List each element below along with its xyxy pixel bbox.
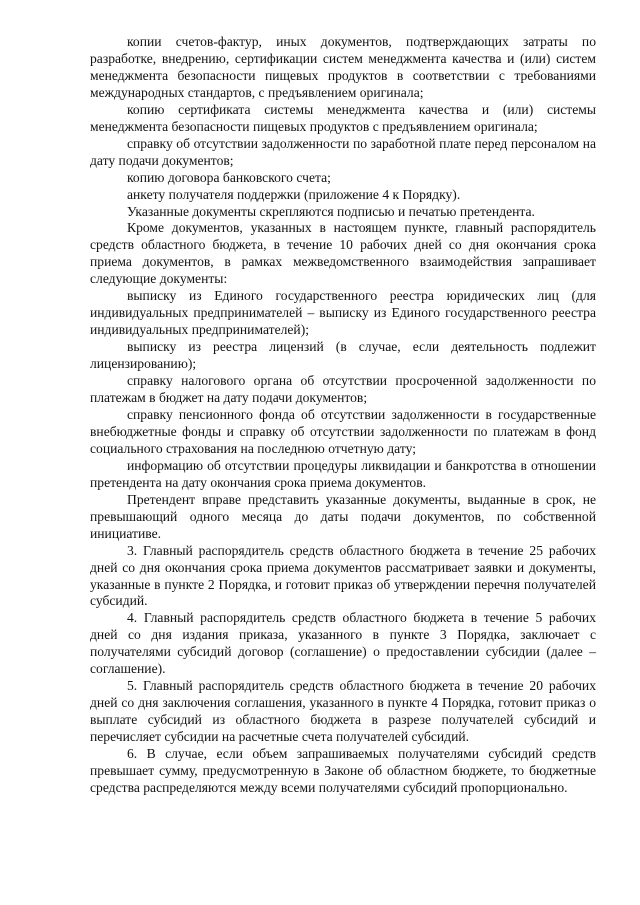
paragraph-item-3: 3. Главный распорядитель средств областного бюджета в течение 25 рабочих дней со дня окончания срока приема документов рассматривает заявки и документы, указанные в пункте 2 Порядка, и готовит приказ об утверждении перечня получателей субсидий. bbox=[90, 542, 596, 609]
paragraph-invoice-copies: копии счетов-фактур, иных документов, подтверждающих затраты по разработке, внедрению, сертификации систем менеджмента качества и (или) систем менеджмента безопасности пищевых продуктов в соответствии с требованиями международных стандартов, с предъявлением оригинала; bbox=[90, 34, 596, 100]
paragraph-liquidation-info: информацию об отсутствии процедуры ликвидации и банкротства в отношении претендента на дату окончания срока приема документов. bbox=[90, 457, 596, 490]
paragraph-item-5: 5. Главный распорядитель средств областного бюджета в течение 20 рабочих дней со дня заключения соглашения, указанного в пункте 4 Порядка, готовит приказ о выплате субсидий из областного бюджета в разрезе получателей субсидий и перечисляет субсидии на расчетные счета получателей субсидий. bbox=[90, 678, 596, 745]
document-body bbox=[90, 34, 596, 797]
paragraph-item-6: 6. В случае, если объем запрашиваемых получателями субсидий средств превышает сумму, предусмотренную в Законе об областном бюджете, то бюджетные средства распределяются между всеми получателями субсидий пропорционально. bbox=[90, 746, 596, 795]
paragraph-pension-fund-certificate: справку пенсионного фонда об отсутствии задолженности в государственные внебюджетные фонды и справку об отсутствии задолженности по платежам в фонд социального страхования на последнюю отчетную дату; bbox=[90, 406, 596, 456]
paragraph-interagency-request: Кроме документов, указанных в настоящем пункте, главный распорядитель средств областного бюджета, в течение 10 рабочих дней со дня окончания срока приема документов, в рамках межведомственного взаимодействия запрашивает следующие документы: bbox=[90, 220, 596, 287]
paragraph-support-questionnaire: анкету получателя поддержки (приложение 4 к Порядку). bbox=[127, 186, 461, 202]
paragraph-tax-certificate: справку налогового органа об отсутствии просроченной задолженности по платежам в бюджет на дату подачи документов; bbox=[90, 373, 596, 406]
paragraph-signature-seal: Указанные документы скрепляются подписью и печатью претендента. bbox=[127, 203, 535, 219]
paragraph-salary-debt-certificate: справку об отсутствии задолженности по заработной плате перед персоналом на дату подачи документов; bbox=[90, 135, 596, 168]
paragraph-item-4: 4. Главный распорядитель средств областного бюджета в течение 5 рабочих дней со дня издания приказа, указанного в пункте 3 Порядка, заключает с получателями субсидий договор (соглашение) о предоставлении субсидии (далее – соглашение). bbox=[90, 610, 596, 677]
paragraph-bank-account-contract: копию договора банковского счета; bbox=[127, 169, 331, 185]
paragraph-own-initiative: Претендент вправе представить указанные документы, выданные в срок, не превышающий одного месяца до даты подачи документов, по собственной инициативе. bbox=[90, 491, 596, 541]
paragraph-certificate-copy: копию сертификата системы менеджмента качества и (или) системы менеджмента безопасности пищевых продуктов с предъявлением оригинала; bbox=[90, 101, 596, 134]
paragraph-license-register: выписку из реестра лицензий (в случае, если деятельность подлежит лицензированию); bbox=[90, 339, 596, 372]
paragraph-legal-entities-register: выписку из Единого государственного реестра юридических лиц (для индивидуальных предпринимателей – выписку из Единого государственного реестра индивидуальных предпринимателей); bbox=[90, 288, 596, 338]
